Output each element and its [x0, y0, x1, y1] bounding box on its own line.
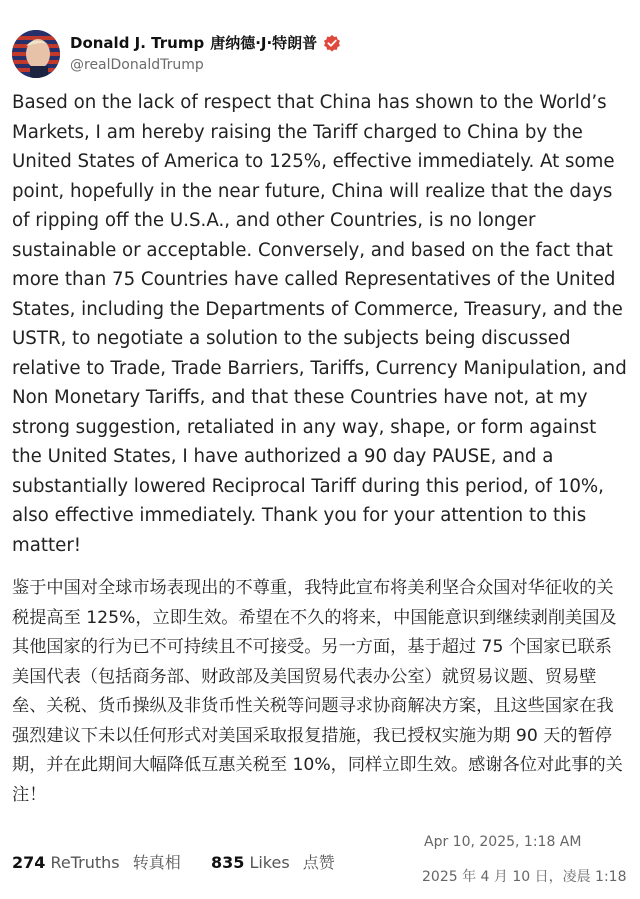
post-text-english: Based on the lack of respect that China has shown to the World’s Markets, I am hereby raising the Tariff charged to China by the United States of America to 125%, effective immediately. At some point, hopefully in the near future, China will realize that the days of ripping off the U.S.A., and other Countries, is no longer sustainable or acceptable. Conversely, and based on the fact that more than 75 Countries have called Representatives of the United States, including the Departments of Commerce, Treasury, and the USTR, to negotiate a solution to the subjects being discussed relative to Trade, Trade Barriers, Tariffs, Currency Manipulation, and Non Monetary Tariffs, and that these Countries have not, at my strong suggestion, retaliated in any way, shape, or form against the United States, I have authorized a 90 day PAUSE, and a substantially lowered Reciprocal Tariff during this period, of 10%, also effective immediately. Thank you for your attention to this matter!: [12, 92, 627, 556]
author-block: [70, 32, 341, 73]
post-header: [12, 26, 632, 86]
likes-label-cn: 点赞: [302, 853, 335, 872]
timestamp-en[interactable]: Apr 10, 2025, 1:18 AM: [424, 834, 582, 850]
author-name-cn: 唐纳德·J·特朗普: [210, 34, 318, 52]
verified-badge-icon: [323, 34, 341, 52]
retruths-count[interactable]: 274: [12, 853, 46, 872]
retruths-label-cn: 转真相: [132, 853, 181, 872]
likes-label[interactable]: Likes: [249, 853, 290, 872]
retruths-label[interactable]: ReTruths: [50, 853, 120, 872]
timestamp-cn: 2025 年 4 月 10 日，凌晨 1:18: [422, 869, 627, 885]
likes-count[interactable]: 835: [210, 853, 245, 872]
avatar-flag-portrait-icon: [12, 30, 60, 78]
post-stats: [12, 850, 335, 873]
author-handle[interactable]: @realDonaldTrump: [70, 57, 204, 73]
author-name-row: [70, 32, 341, 53]
avatar[interactable]: [12, 30, 60, 78]
post-text-chinese: 鉴于中国对全球市场表现出的不尊重，我特此宣布将美利坚合众国对华征收的关税提高至 125%，立即生效。希望在不久的将来，中国能意识到继续剥削美国及其他国家的行为已不可持续且不可接受。另一方面，基于超过 75 个国家已联系美国代表（包括商务部、财政部及美国贸易代表办公室）就贸易议题、贸易壁垒、关税、货币操纵及非货币性关税等问题寻求协商解决方案，且这些国家在我强烈建议下未以任何形式对美国采取报复措施，我已授权实施为期 90 天的暂停期，并在此期间大幅降低互惠关税至 10%，同样立即生效。感谢各位对此事的关注！: [12, 578, 623, 805]
author-name[interactable]: Donald J. Trump: [70, 33, 205, 52]
